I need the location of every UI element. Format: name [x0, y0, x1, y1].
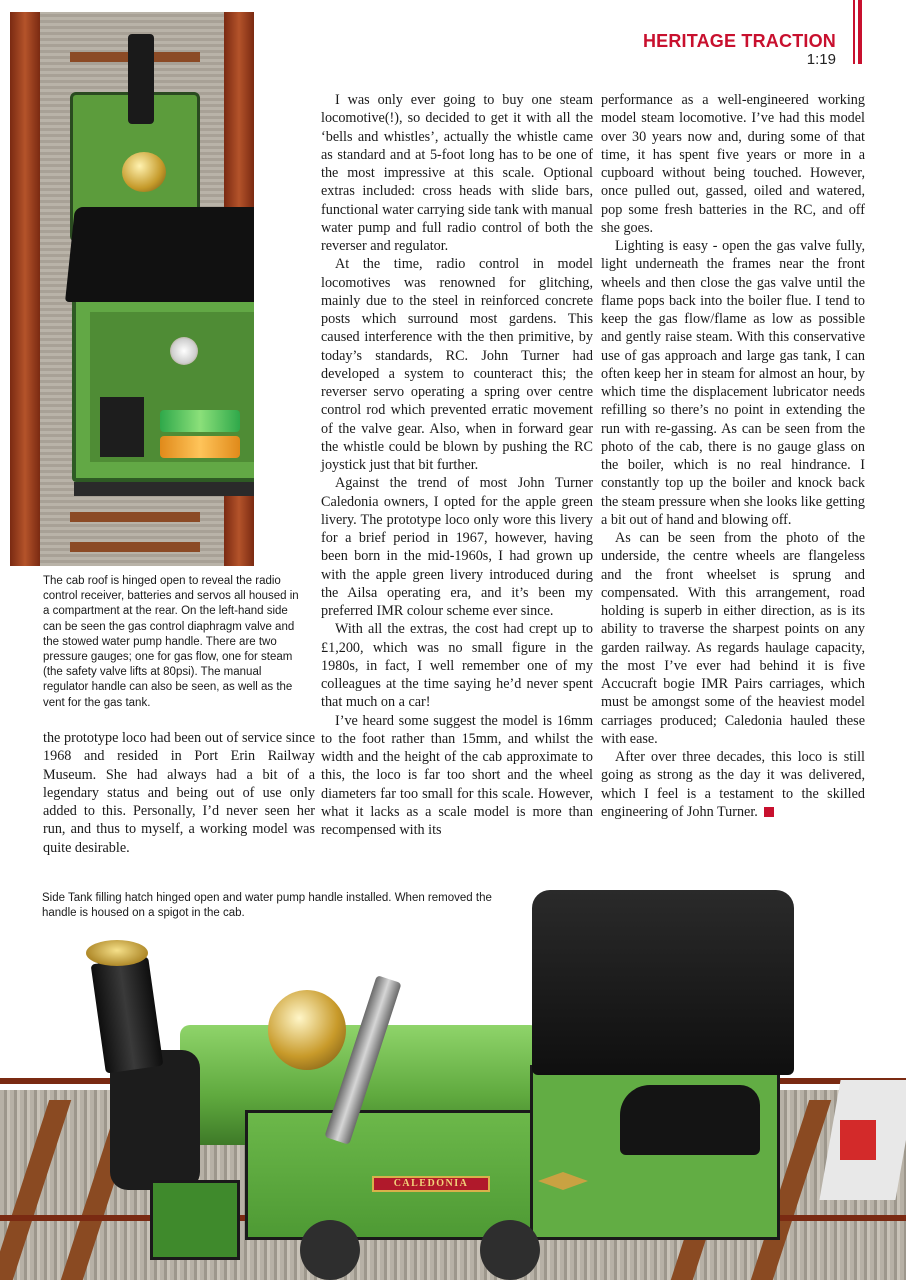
paragraph: At the time, radio control in model locomotives was renowned for glitching, mainly due to the steel in reinforced concrete posts which surround most gardens. This caused interference with the then primitive, by today’s standards, RC. John Turner had developed a system to counteract this; the reverser servo operating a spring over centre control rod which prevented erratic movement of the valve gear. Also, when in forward gear the whistle could be blown by pushing the RC joystick just that bit further. [321, 256, 593, 473]
brass-dome [268, 990, 346, 1070]
wheel [480, 1220, 540, 1280]
battery [160, 436, 240, 458]
photo-side-tank-hatch [0, 880, 906, 1280]
nameplate: CALEDONIA [372, 1176, 490, 1192]
sleeper [70, 542, 200, 552]
wheel [300, 1220, 360, 1280]
caption-bottom-photo: Side Tank filling hatch hinged open and water pump handle installed. When removed the handle is housed on a spigot in the cab. [42, 892, 492, 920]
paragraph: performance as a well-engineered working model steam locomotive. I’ve had this model over 30 years now and, during some of that time, it has spent five years or more in a cupboard without being touched. However, once pulled out, gassed, oiled and watered, pop some fresh batteries in the RC, and off she goes. [601, 92, 865, 236]
pressure-gauge [170, 337, 198, 365]
front-buffer-beam [150, 1180, 240, 1260]
caption-top-photo: The cab roof is hinged open to reveal the radio control receiver, batteries and servos all housed in a compartment at the rear. On the left-hand side can be seen the gas control diaphragm valve and the stowed water pump handle. There are two pressure gauges; one for gas flow, one for steam (the safety valve lifts at 80psi). The manual regulator handle can also be seen, as well as the vent for the gas tank. [43, 575, 299, 709]
photo-cab-roof-open [10, 12, 254, 566]
brass-dome [122, 152, 166, 192]
sleeper [70, 512, 200, 522]
scale-label: 1:19 [806, 51, 836, 68]
text-column-1 [43, 729, 315, 857]
page-header [643, 30, 836, 68]
paragraph-final [601, 748, 865, 821]
paragraph: I was only ever going to buy one steam locomotive(!), so decided to get it with all the ‘bells and whistles’, actually the whistle came as standard and at 5-foot long has to be one of the most impressive at this scale. Optional extras included: cross heads with slide bars, functional water carrying side tank with manual water pump and full radio control of both the reverser and regulator. [321, 92, 593, 254]
battery [160, 410, 240, 432]
paragraph: As can be seen from the photo of the underside, the centre wheels are flangeless and the front wheelset is sprung and compensated. With this arrangement, road holding is superb in either direction, as is its ability to traverse the sharpest points on any garden railway. As regards haulage capacity, the most I’ve ever had behind it is five Accucraft bogie IMR Pairs carriages, which must be amongst some of the heaviest model carriages produced; Caledonia hauled these with ease. [601, 530, 865, 747]
cab-roof [532, 890, 794, 1075]
paragraph-text: After over three decades, this loco is still going as strong as the day it was delivered, which I feel is a testament to the skilled engineering of John Turner. [601, 749, 865, 820]
cab-window [620, 1085, 760, 1155]
chimney [128, 34, 154, 124]
rear-buffer-beam [74, 482, 254, 496]
paragraph: With all the extras, the cost had crept up to £1,200, which was no small figure in the 1980s, in fact, I well remember one of my colleagues at the time saying he’d never spent that much on a car! [321, 621, 593, 711]
paragraph: Lighting is easy - open the gas valve fully, light underneath the frames near the front wheels and then close the gas valve until the flame pops back into the boiler flue. I tend to keep the gas flow/flame as low as possible and gently raise steam. With this conservative use of gas approach and large gas tank, I can often keep her in steam for almost an hour, by which time the displacement lubricator needs refilling so there’s no point in extending the run with re-gassing. As can be seen from the photo of the cab, there is no gauge glass on the boiler, which is no real hindrance. I constantly top up the boiler and knock back the steam pressure when she looks like getting a bit out of hand and blowing off. [601, 238, 865, 528]
wooden-edge-left [10, 12, 40, 566]
buffer-stop-red [840, 1120, 876, 1160]
header-accent-bar [858, 0, 862, 64]
paragraph: I’ve heard some suggest the model is 16mm to the foot rather than 15mm, and whilst the width and the height of the cab approximate to this, the loco is far too short and the wheel diameters far too small for this scale. However, what it lacks as a scale model is more than recompensed with its [321, 712, 593, 838]
header-accent-bar-thin [853, 0, 855, 64]
rc-receiver [100, 397, 144, 457]
paragraph: Against the trend of most John Turner Caledonia owners, I opted for the apple green livery. The prototype loco only wore this livery for a brief period in 1967, however, having been born in the mid-1960s, I had grown up with the apple green livery introduced during the Ailsa operating era, and it’s been my preferred IMR colour scheme ever since. [321, 475, 593, 619]
text-column-3 [601, 91, 865, 821]
section-title: HERITAGE TRACTION [642, 31, 836, 51]
chimney-cap [86, 940, 148, 966]
end-of-article-mark [764, 807, 774, 817]
paragraph: the prototype loco had been out of service since 1968 and resided in Port Erin Railway Museum. She had always had a bit of a legendary status and being out of use only added to this. Personally, I’d never seen her run, and thus to myself, a working model was quite desirable. [43, 730, 315, 856]
chimney [91, 956, 164, 1073]
text-column-2 [321, 91, 593, 839]
cab-roof-open [65, 207, 254, 302]
